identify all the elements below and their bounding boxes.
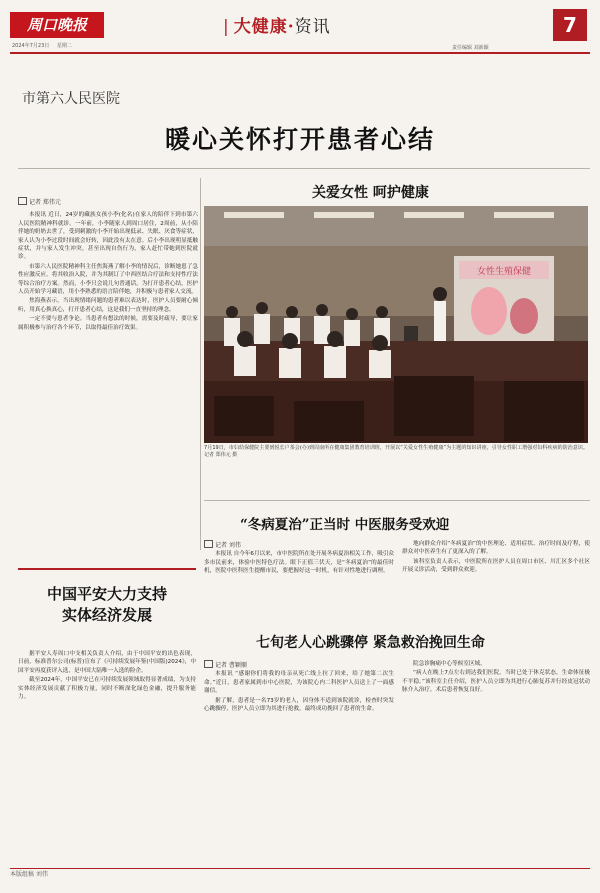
channel-name: 大健康 [233, 17, 288, 37]
channel-divider: | [223, 17, 230, 37]
channel-title [223, 12, 331, 37]
page-number: 7 [553, 9, 587, 41]
tcm-byline: 记者 刘伟 [204, 540, 394, 550]
tcm-paragraph: 该科室负责人表示，中医院所在医护人员在周口市区、川汇区多个社区开展义诊活动，受到群众欢迎。 [402, 558, 590, 574]
rescue-paragraph: “病人在晚上7点左右到达我们医院，当时已处于休克状态，生命体征极不平稳。”该科室主任介绍，医护人员立即为其进行心肺复苏并行经皮冠状动脉介入治疗，术后患者恢复良好。 [402, 670, 590, 694]
page-headline: 暖心关怀打开患者心结 [164, 125, 435, 154]
hospital-name: 市第六人民医院 [22, 91, 120, 107]
column-divider [200, 178, 201, 550]
lead-byline: 记者 郑伟元 [18, 197, 198, 207]
ping-an-title [18, 584, 196, 626]
rescue-byline: 记者 曹颖顺 [204, 660, 394, 670]
tcm-paragraph: 地向群众介绍“冬病夏治”的中医理论、适用症状、治疗时间及疗程，使群众对中医养生有了更深入的了解。 [402, 541, 590, 556]
headline-divider [18, 168, 590, 169]
lead-paragraph: 本报讯 近日，24岁的藏族女孩小李(化名)在家人的陪伴下到市第六人民医院精神科就诊。一年前，小李随家人到周口居住，2周前，从小陪伴她的奶奶去世了，受到刺激的小李开始出现低录、失眠、厌食等症状，家人认为小李过段时间就会好转，因此没有太在意。后小李出现明显抵触症状，并与家人发生冲突，甚至出现自伤行为，家人赶忙带她到医院就诊。 [18, 212, 198, 261]
ping-an-paragraph: 截至2024年，中国平安已在可持续发展领域取得显著成绩，为支持实体经济发展贡献了积极力量，同时不断深化绿色金融，提升服务能力。 [18, 677, 196, 701]
lead-paragraph: 市第六人民医院精神科主任焦海燕了解小李的情况后，诊断她患了急性应激反应。将其收治入院，并为其制订了中西医结合疗法和支持性疗法等综合治疗方案。然而，小李只会说几句普通话，为打开患者心结，医护人员开始学习藏语，用小李熟悉的语言陪伴她，并积极与患者家人交流。 [18, 263, 198, 296]
page-footer [10, 868, 590, 883]
rescue-paragraph: 据了解，患者是一名73岁的老人，因身体不适到该院就诊，检查时突发心跳骤停，医护人员立即为其进行抢救，最终成功挽回了患者的生命。 [204, 697, 394, 713]
lecture-photo [204, 206, 588, 443]
rescue-paragraph: 院急诊胸痛中心等候室区域。 [413, 661, 486, 667]
rescue-article-column-2 [402, 660, 590, 696]
lead-paragraph: 一定不要与患者争论。当患者有想法的时候，需要及时疏导，要让家属积极参与治疗各个环节，以取得最佳治疗效果。 [18, 316, 198, 331]
issue-weekday: 星期二 [56, 43, 72, 49]
tcm-article-column-1 [204, 540, 394, 577]
lecture-photo-illustration [204, 206, 588, 443]
dateline [12, 42, 78, 49]
photo-story-title: 关爱女性 呵护健康 [312, 185, 429, 201]
tcm-paragraph: 本报讯 自今年6月以来，市中医院所在处开展冬病夏治相关工作，吸引众多市民前来，体验中医特色疗法。眼下正值三伏天，是“冬病夏治”的最佳时机，医院中医科医生提醒市民，要把握好这一时机，有针对性地进行调理。 [204, 551, 394, 575]
rescue-article-column-1 [204, 660, 394, 714]
newspaper-logo: 周口晚报 [10, 12, 104, 38]
responsible-editor: 责任编辑 刘新颖 [452, 45, 489, 51]
issue-date: 2024年7月23日 [12, 43, 50, 49]
section-divider [204, 500, 590, 501]
lead-article-body [18, 197, 198, 333]
photo-credit: 记者 郑伟元 摄 [204, 452, 238, 458]
footer-editor: 本版组稿 刘伟 [10, 871, 48, 878]
ping-an-title-line-1: 中国平安大力支持 [46, 585, 167, 603]
tcm-article-column-2 [402, 540, 590, 576]
ping-an-article [18, 568, 196, 846]
channel-subtitle: 资讯 [294, 17, 331, 37]
masthead [10, 6, 590, 54]
channel-separator: · [287, 17, 295, 37]
presentation-board-title: 女性生殖保健 [476, 267, 532, 277]
tcm-article-title: “冬病夏治”正当时 中医服务受欢迎 [240, 517, 450, 533]
lead-paragraph: 焦海燕表示，当出现情绪问题的患者难以表达时，医护人员要耐心倾听，用真心换真心，打开患者心结，这是我们一直坚持的理念。 [18, 298, 198, 313]
ping-an-title-line-2: 实体经济发展 [61, 606, 152, 624]
rescue-paragraph: 本报讯 “感谢你们将我的母亲从死亡线上拉了回来，给了她第二次生命。”近日，患者家属到市中心医院，为该院心内二科医护人员送上了一面感谢信。 [204, 671, 394, 695]
photo-caption-text: 7月19日，市妇幼保健院主要到悦长户茶会(办)到周南所在健康集团教育培训班，开展以“关爱女性生殖健康”为主题的知识讲座，引导女性职工增强对妇科疾病的防治意识。 [204, 445, 588, 451]
photo-caption [204, 445, 588, 459]
ping-an-paragraph: 据平安人寿周口中支相关负责人介绍，由于中国平安的出色表现，日前，标准普尔公司(标普)宣布了《可持续发展年鉴(中国版)2024》，中国平安再度获评入选，是中国大陆唯一入选的险企。 [18, 651, 196, 674]
rescue-article-title: 七旬老人心跳骤停 紧急救治挽回生命 [256, 635, 485, 651]
ping-an-body [18, 650, 196, 702]
